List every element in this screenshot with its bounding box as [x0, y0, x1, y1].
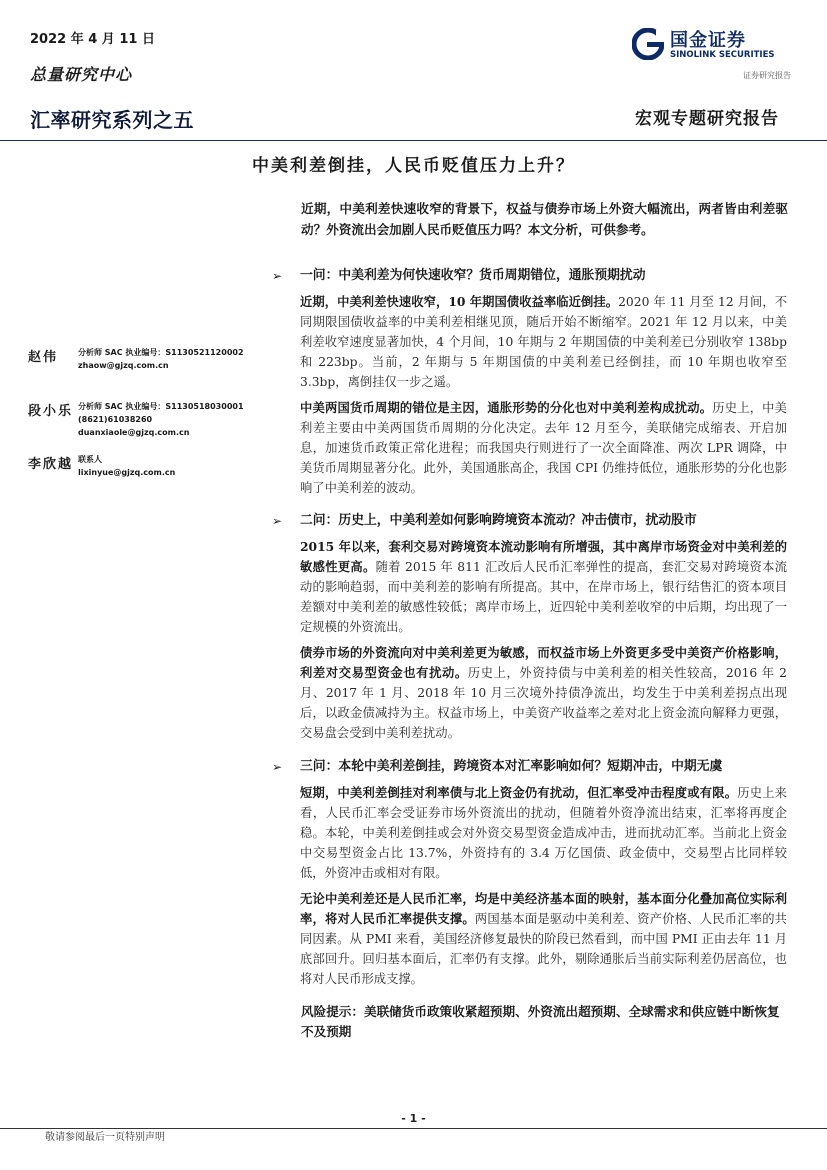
paragraph-lead: 短期，中美利差倒挂对利率债与北上资金仍有扰动，但汇率受冲击程度或有限。 [300, 785, 738, 800]
analyst-email[interactable]: duanxiaole@gjzq.com.cn [78, 428, 190, 437]
paragraph [300, 889, 787, 989]
arrow-bullet-icon: ➢ [272, 514, 283, 528]
report-series: 汇率研究系列之五 [30, 108, 194, 132]
logo-cn-text: 国金证券 [670, 30, 746, 51]
section-heading-text: 二问：历史上，中美利差如何影响跨境资本流动？冲击债市，扰动股市 [300, 513, 697, 528]
section-heading [272, 511, 792, 531]
paragraph-lead: 中美两国货币周期的错位是主因，通胀形势的分化也对中美利差构成扰动。 [300, 400, 713, 415]
paragraph [300, 537, 787, 637]
header-divider [0, 140, 827, 141]
analyst-email[interactable]: zhaow@gjzq.com.cn [78, 361, 169, 370]
arrow-bullet-icon: ➢ [272, 269, 283, 283]
paragraph [300, 783, 787, 883]
logo-en-text: SINOLINK SECURITIES [670, 50, 775, 60]
analyst-name: 段小乐 [28, 404, 74, 419]
section-heading [272, 757, 792, 777]
paragraph-lead: 近期，中美利差快速收窄，10 年期国债收益率临近倒挂。 [300, 294, 619, 309]
paragraph-lead: 无论中美利差还是人民币汇率，均是中美经济基本面的映射，基本面分化叠加高位实际利率，将对人民币汇率提供支撑。 [300, 891, 787, 926]
paragraph-body: 两国基本面是驱动中美利差、资产价格、人民币汇率的共同因素。从 PMI 来看，美国经济修复最快的阶段已然看到，而中国 PMI 正由去年 11 月底部回升。回归基本面后，汇率仍有支撑。此外，剔除通胀后当前实际利差仍居高位，也将对人民币形成支撑。 [300, 912, 787, 986]
paragraph-body: 历史上来看，人民币汇率会受证券市场外资流出的扰动，但随着外资净流出结束，汇率将再度企稳。本轮，中美利差倒挂或会对外资交易型资金造成冲击，进而扰动汇率。当前北上资金中交易型资金占比 13.7%，外资持有的 3.4 万亿国债、政金债中，交易型占比同样较低，外资冲击或相对有限。 [300, 786, 787, 880]
company-logo [632, 26, 792, 66]
paragraph-lead: 2015 年以来，套利交易对跨境资本流动影响有所增强，其中离岸市场资金对中美利差的敏感性更高。 [300, 539, 787, 574]
paragraph-lead: 债券市场的外资流向对中美利差更为敏感，而权益市场上外资更多受中美资产价格影响，利差对交易型资金也有扰动。 [300, 645, 787, 680]
section-heading [272, 266, 792, 286]
paragraph-body: 2020 年 11 月至 12 月间，不同期限国债收益率的中美利差相继见顶，随后开始不断缩窄。2021 年 12 月以来，中美利差收窄速度显著加快，4 个月间，10 年期与 2 年期国债的中美利差已分别收窄 138bp 和 223bp。当前，2 年期与 5 年期国债的中美利差已经倒挂，而 10 年期也收窄至 3.3bp，离倒挂仅一步之遥。 [300, 295, 787, 389]
report-summary: 近期，中美利差快速收窄的背景下，权益与债券市场上外资大幅流出，两者皆由利差驱动？外资流出会加剧人民币贬值压力吗？本文分析，可供参考。 [301, 201, 788, 237]
page-number: - 1 - [401, 1112, 426, 1125]
analyst-name: 李欣越 [28, 457, 74, 472]
analyst-card [28, 400, 268, 439]
analyst-name: 赵伟 [28, 350, 59, 365]
report-title: 中美利差倒挂，人民币贬值压力上升？ [252, 156, 575, 176]
paragraph [300, 643, 787, 743]
report-date: 2022 年 4 月 11 日 [30, 32, 155, 47]
section-heading-text: 一问：中美利差为何快速收窄？货币周期错位，通胀预期扰动 [300, 268, 646, 283]
paragraph-body: 随着 2015 年 811 汇改后人民币汇率弹性的提高，套汇交易对跨境资本流动的影响趋弱，而中美利差的影响有所提高。其中，在岸市场上，银行结售汇的资本项目差额对中美利差的敏感性较低；离岸市场上，近四轮中美利差收窄的中后期，均出现了一定规模的外资流出。 [300, 560, 787, 634]
analyst-email[interactable]: lixinyue@gjzq.com.cn [78, 468, 176, 477]
analyst-card [28, 346, 268, 372]
logo-subtitle: 证券研究报告 [743, 71, 791, 80]
analyst-card [28, 453, 268, 479]
section-q3 [272, 757, 792, 989]
report-type: 宏观专题研究报告 [635, 109, 779, 129]
footer-disclaimer[interactable]: 敬请参阅最后一页特别声明 [45, 1132, 165, 1143]
risk-warning: 风险提示：美联储货币政策收紧超预期、外资流出超预期、全球需求和供应链中断恢复不及预期 [301, 1004, 780, 1039]
arrow-bullet-icon: ➢ [272, 760, 283, 774]
analyst-list [28, 346, 268, 493]
paragraph [300, 292, 787, 392]
analyst-phone: (8621)61038260 [78, 415, 153, 424]
analyst-role: 联系人 [78, 455, 102, 464]
section-q2 [272, 511, 792, 743]
section-q1 [272, 266, 792, 498]
section-heading-text: 三问：本轮中美利差倒挂，跨境资本对汇率影响如何？短期冲击，中期无虞 [300, 759, 723, 774]
analyst-role: 分析师 SAC 执业编号：S1130518030001 [78, 402, 244, 411]
analyst-role: 分析师 SAC 执业编号：S1130521120002 [78, 348, 244, 357]
paragraph [300, 398, 787, 498]
sinolink-logo-icon [632, 28, 664, 60]
research-center: 总量研究中心 [30, 65, 133, 84]
paragraph-body: 历史上，外资持债与中美利差的相关性较高，2016 年 2 月、2017 年 1 月、2018 年 10 月三次境外持债净流出，均发生于中美利差拐点出现后，以政金债减持为主。权益市场上，中美资产收益率之差对北上资金流向解释力更强，交易盘会受到中美利差扰动。 [300, 666, 787, 740]
paragraph-body: 历史上，中美利差主要由中美两国货币周期的分化决定。去年 12 月至今，美联储完成缩表、开启加息，加速货币政策正常化进程；而我国央行则进行了一次全面降准、两次 LPR 调降，中美货币周期显著分化。此外，美国通胀高企，我国 CPI 仍维持低位，通胀形势的分化也影响了中美利差的波动。 [300, 401, 787, 495]
